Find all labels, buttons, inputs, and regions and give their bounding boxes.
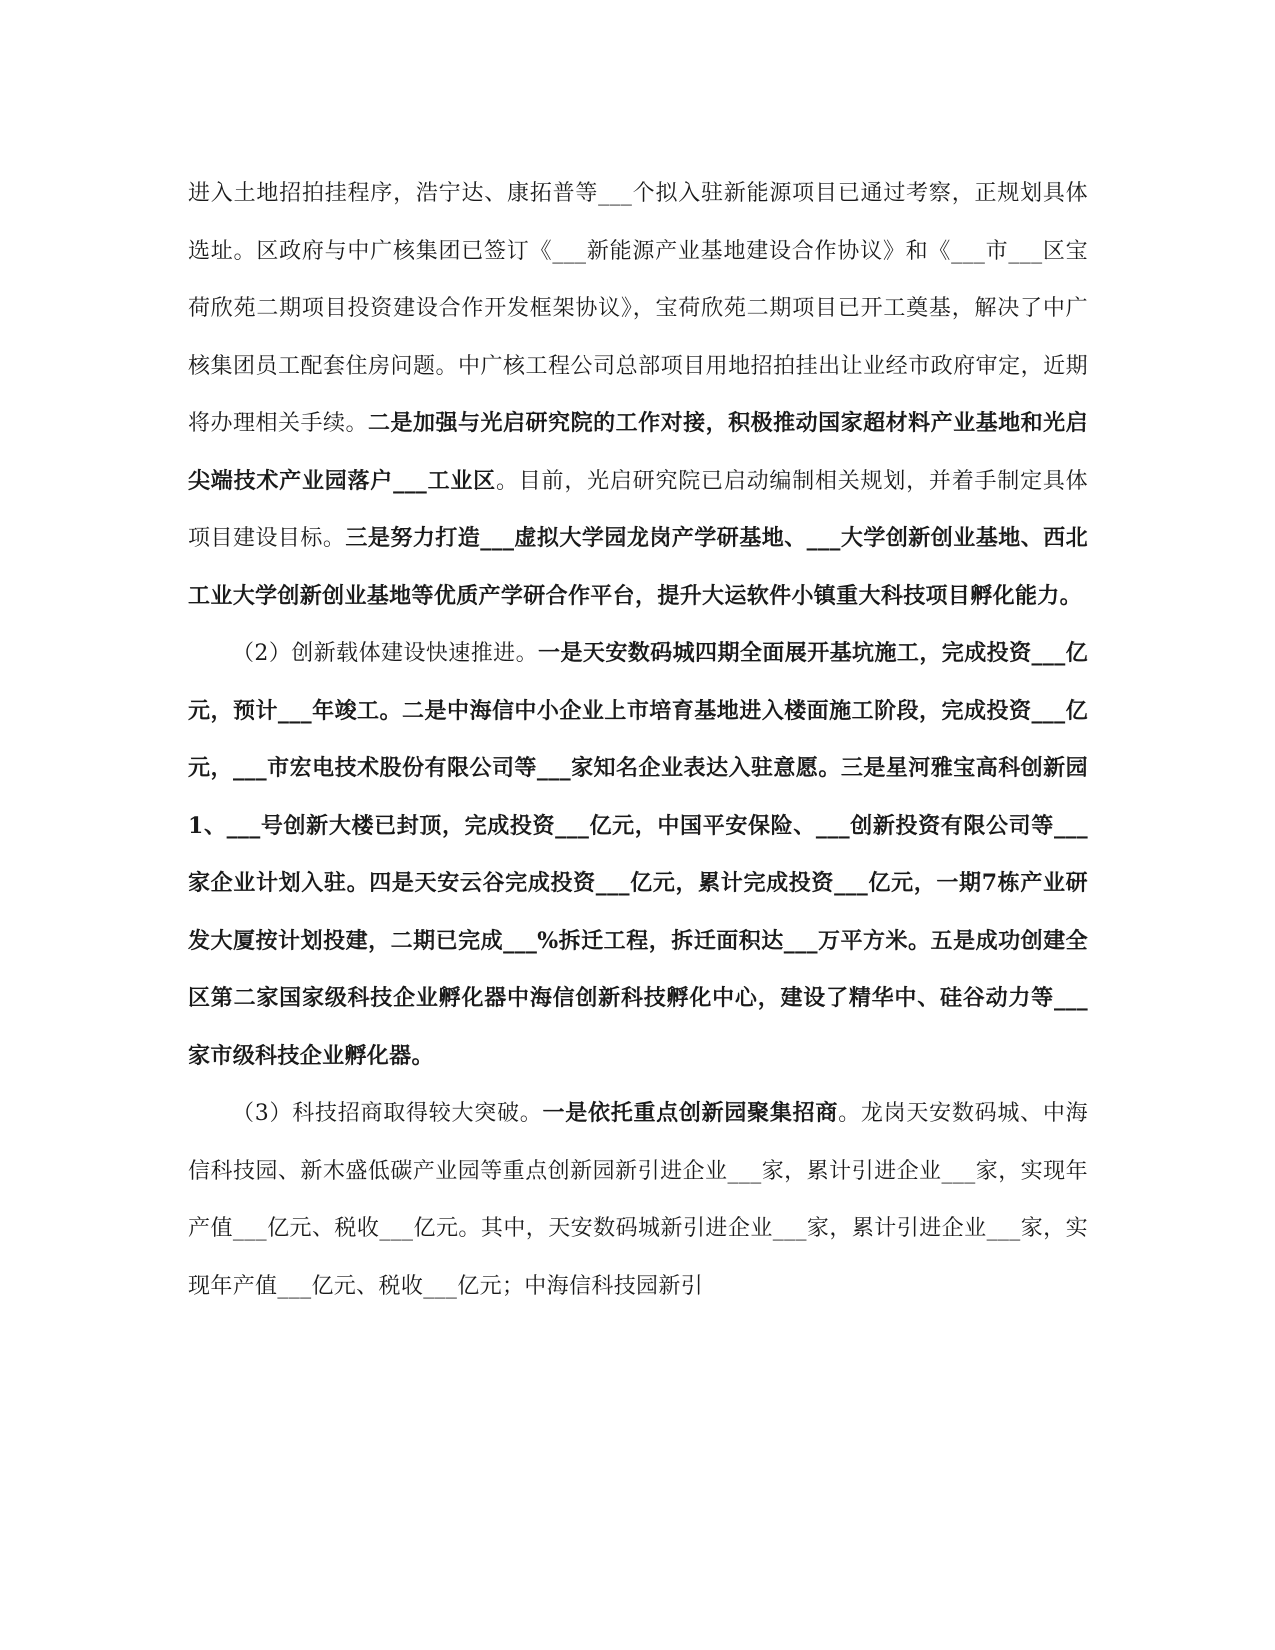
text-run: 。龙岗天安数码城、中海信科技园、新木盛低碳产业园等重点创新园新引进企业___家，累计引进企业___家，实现年产值___亿元、税收___亿元。其中，天安数码城新引进企业___家，累计引进企业___家，实现年产值___亿元、税收___亿元；中海信科技园新引 xyxy=(188,1101,1088,1299)
text-run: （2）创新载体建设快速推进。 xyxy=(232,641,539,666)
document-body xyxy=(188,165,1088,1315)
paragraph-land-projects xyxy=(188,165,1088,625)
text-run-bold: 二是加强与光启研究院的工作对接，积极推动国家超材料产业基地和光启尖端技术产业园落户___工业区 xyxy=(188,410,1088,494)
paragraph-innovation-carriers xyxy=(188,625,1088,1085)
text-run: 。目前，光启研究院已启动编制相关规划，并着手制定具体项目建设目标。 xyxy=(188,468,1088,551)
text-run-bold: 三是努力打造___虚拟大学园龙岗产学研基地、___大学创新创业基地、西北工业大学创新创业基地等优质产学研合作平台，提升大运软件小镇重大科技项目孵化能力。 xyxy=(188,525,1089,609)
paragraph-tech-investment xyxy=(188,1085,1088,1315)
text-run-bold: 一是天安数码城四期全面展开基坑施工，完成投资___亿元，预计___年竣工。二是中海信中小企业上市培育基地进入楼面施工阶段，完成投资___亿元，___市宏电技术股份有限公司等___家知名企业表达入驻意愿。三是星河雅宝高科创新园1、___号创新大楼已封顶，完成投资___亿元，中国平安保险、___创新投资有限公司等___家企业计划入驻。四是天安云谷完成投资___亿元，累计完成投资___亿元，一期7栋产业研发大厦按计划投建，二期已完成___%拆迁工程，拆迁面积达___万平方米。五是成功创建全区第二家国家级科技企业孵化器中海信创新科技孵化中心，建设了精华中、硅谷动力等___家市级科技企业孵化器。 xyxy=(188,640,1088,1069)
text-run: （3）科技招商取得较大突破。 xyxy=(232,1101,543,1126)
text-run-bold: 一是依托重点创新园聚集招商 xyxy=(542,1100,839,1126)
text-run: 进入土地招拍挂程序，浩宁达、康拓普等___个拟入驻新能源项目已通过考察，正规划具体选址。区政府与中广核集团已签订《___新能源产业基地建设合作协议》和《___市___区宝荷欣苑二期项目投资建设合作开发框架协议》，宝荷欣苑二期项目已开工奠基，解决了中广核集团员工配套住房问题。中广核工程公司总部项目用地招拍挂出让业经市政府审定，近期将办理相关手续。 xyxy=(188,181,1088,436)
